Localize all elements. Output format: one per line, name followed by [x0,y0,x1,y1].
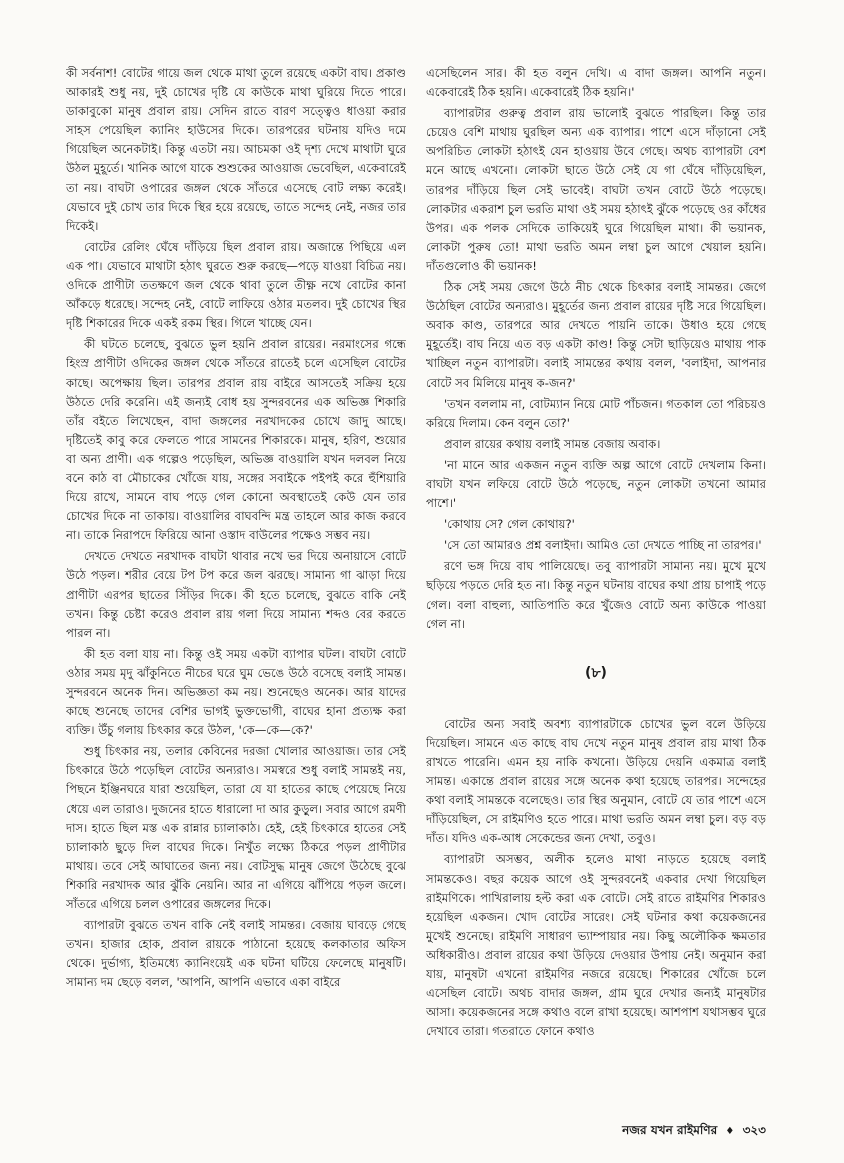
paragraph: এসেছিলেন সার। কী হত বলুন দেখি। এ বাদা জঙ্গল। আপনি নতুন। একেবারেই ঠিক হয়নি। একেবারেই ঠিক হয়নি।' [426,66,766,100]
paragraph: 'কোথায় সে? গেল কোথায়?' [444,517,575,532]
paragraph: 'তখন বললাম না, বোটম্যান নিয়ে মোট পাঁচজন। গতকাল তো পরিচয়ও করিয়ে দিলাম। কেন বলুন তো?' [426,396,766,430]
paragraph: 'না মানে আর একজন নতুন ব্যক্তি অল্প আগে বোটে দেখলাম কিনা। বাঘটা যখন লফিয়ে বোটে উঠে পড়েছে, নতুন লোকটা তখনো আমার পাশে।' [426,457,766,511]
paragraph: বোটের অন্য সবাই অবশ্য ব্যাপারটাকে চোখের ভুল বলে উড়িয়ে দিয়েছিল। সামনে এত কাছে বাঘ দেখে নতুন মানুষ প্রবাল রায় মাথা ঠিক রাখতে পারেনি। এমন হয় নাকি কখনো। উড়িয়ে দেয়নি একমাত্র বলাই সামন্ত। একান্তে প্রবাল রায়ের সঙ্গে অনেক কথা হয়েছে তারপর। সন্দেহের কথা বলাই সামন্তকে বলেছেও। তার স্থির অনুমান, বোটে যে তার পাশে এসে দাঁড়িয়েছিল, সে রাইমণিও হতে পারে। মাথা ভরতি অমন লম্বা চুল। বড় বড় দাঁত। যদিও এক-আধ সেকেন্ডের জন্য দেখা, তবুও। [426,716,766,846]
paragraph: বোটের রেলিং ঘেঁষে দাঁড়িয়ে ছিল প্রবাল রায়। অজান্তে পিছিয়ে এল এক পা। যেভাবে মাথাটা হঠাৎ ঘুরতে শুরু করছে—পড়ে যাওয়া বিচিত্র নয়। ওদিকে প্রাণীটা ততক্ষণে জল থেকে থাবা তুলে তীক্ষ্ণ নখে বোটের কানা আঁকড়ে ধরেছে। সন্দেহ নেই, বোটে লাফিয়ে ওঠার মতলব। দুই চোখের স্থির দৃষ্টি শিকারের দিকে একই রকম স্থির। গিলে খাচ্ছে যেন। [66,239,406,331]
paragraph: কী ঘটতে চলেছে, বুঝতে ভুল হয়নি প্রবাল রায়ের। নরমাংসের গন্ধে হিংস্র প্রাণীটা ওদিকের জঙ্গল থেকে সাঁতরে রাতেই চলে এসেছিল বোটের কাছে। অপেক্ষায় ছিল। তারপর প্রবাল রায় বাইরে আসতেই সক্রিয় হয়ে উঠতে দেরি করেনি। এই জন্যই বোধ হয় সুন্দরবনের এক অভিজ্ঞ শিকারি তাঁর বইতে লিখেছেন, বাদা জঙ্গলের নরখাদকের চোখে জাদু আছে। দৃষ্টিতেই কাবু করে ফেলতে পারে সামনের শিকারকে। মানুষ, হরিণ, শুয়োর বা অন্য প্রাণী। এক গল্পেও পড়েছিল, অভিজ্ঞ বাওয়ালি যখন দলবল নিয়ে বনে কাঠ বা মৌচাকের খোঁজে যায়, সঙ্গের সবাইকে পইপই করে হুঁশিয়ারি দিয়ে রাখে, সামনে বাঘ পড়ে গেল কোনো অবস্থাতেই কেউ যেন তার চোখের দিকে না তাকায়। বাওয়ালির বাঘবন্দি মন্ত্র তাহলে আর কাজ করবে না। তাকে নিরাপদে ফিরিয়ে আনা ওস্তাদ বাউলের পক্ষেও সম্ভব নয়। [66,337,406,543]
paragraph: ঠিক সেই সময় জেগে উঠে নীচ থেকে চিৎকার বলাই সামন্তর। জেগে উঠেছিল বোটের অন্যরাও। মুহূর্তের জন্য প্রবাল রায়ের দৃষ্টি সরে গিয়েছিল। অবাক কাণ্ড, তারপরে আর দেখতে পায়নি তাকে। উধাও হয়ে গেছে মুহূর্তেই। বাঘ নিয়ে এত বড় একটা কাণ্ড! কিন্তু সেটা ছাড়িয়েও মাথায় পাক খাচ্ছিল নতুন ব্যাপারটা। বলাই সামন্তের কথায় বলল, 'বলাইদা, আপনার বোটে সব মিলিয়ে মানুষ ক-জন?' [426,280,766,390]
paragraph: শুধু চিৎকার নয়, তলার কেবিনের দরজা খোলার আওয়াজ। তার সেই চিৎকারে উঠে পড়েছিল বোটের অন্যরাও। সমস্বরে শুধু বলাই সামন্তই নয়, পিছনে ইঞ্জিনঘরে যারা শুয়েছিল, তারা যে যা হাতের কাছে পেয়েছে নিয়ে ধেয়ে এল তারাও। দুজনের হাতে ধারালো দা আর কুড়ুল। সবার আগে রমণী দাস। হাতে ছিল মস্ত এক রান্নার চ্যালাকাঠ। হেই, হেই চিৎকারে হাতের সেই চ্যালাকাঠ ছুড়ে দিল বাঘের দিকে। নিখুঁত লক্ষ্যে ঠিকরে পড়ল প্রাণীটার মাথায়। তবে সেই আঘাতের জন্য নয়। বোটসুদ্ধ মানুষ জেগে উঠেছে বুঝে শিকারি নরখাদক আর ঝুঁকি নেয়নি। আর না এগিয়ে ঝাঁপিয়ে পড়ল জলে। সাঁতরে এগিয়ে চলল ওপারের জঙ্গলের দিকে। [66,744,406,912]
paragraph: প্রবাল রায়ের কথায় বলাই সামন্ত বেজায় অবাক। [444,436,661,451]
diamond-separator-icon: ♦ [725,1126,735,1137]
page-footer [622,1122,766,1142]
paragraph: কী সর্বনাশ! বোটের গায়ে জল থেকে মাথা তুলে রয়েছে একটা বাঘ। প্রকাণ্ড আকারই শুধু নয়, দুই চোখের দৃষ্টি যে কাউকে মাথা ঘুরিয়ে দিতে পারে। ডাকাবুকো মানুষ প্রবাল রায়। সেদিন রাতে বারণ সত্ত্বেও ধাওয়া করার সাহস পেয়েছিল ক্যানিং হাউসের দিকে। তারপরের ঘটনায় যদিও দমে গিয়েছিল অনেকটাই। কিন্তু এতটা নয়। আচমকা ওই দৃশ্য দেখে মাথাটা ঘুরে উঠল মুহূর্তে। খানিক আগে যাকে শুশুকের আওয়াজ ভেবেছিল, একেবারেই তা নয়। বাঘটা ওপারের জঙ্গল থেকে সাঁতরে এসেছে বোট লক্ষ্য করেই। যেভাবে দুই চোখ তার দিকে স্থির হয়ে রয়েছে, তাতে সন্দেহ নেই, নজর তার দিকেই। [66,66,406,233]
page-number: ৩২৩ [742,1123,766,1137]
paragraph: রণে ভঙ্গ দিয়ে বাঘ পালিয়েছে। তবু ব্যাপারটা সামান্য নয়। মুখে মুখে ছড়িয়ে পড়তে দেরি হত না। কিন্তু নতুন ঘটনায় বাঘের কথা প্রায় চাপাই পড়ে গেল। বলা বাহুল্য, আতিপাতি করে খুঁজেও বোটে অন্য কাউকে পাওয়া গেল না। [426,559,766,631]
paragraph: ব্যাপারটা অসম্ভব, অলীক হলেও মাথা নাড়তে হয়েছে বলাই সামন্তকেও। বছর কয়েক আগে ওই সুন্দরবনেই একবার দেখা গিয়েছিল রাইমণিকে। পাখিরালায় হল্ট করা এক বোটে। সেই রাতে রাইমণির শিকারও হয়েছিল একজন। খোদ বোটের সারেং। সেই ঘটনার কথা কয়েকজনের মুখেই শুনেছে। রাইমণি সাধারণ ভ্যাম্পায়ার নয়। কিছু অলৌকিক ক্ষমতার অধিকারীও। প্রবাল রায়ের কথা উড়িয়ে দেওয়ার উপায় নেই। অনুমান করা যায়, মানুষটা এখনো রাইমণির নজরে রয়েছে। শিকারের খোঁজে চলে এসেছিল বোটে। অথচ বাদার জঙ্গল, গ্রাম ঘুরে দেখার জন্যই মানুষটার আসা। কয়েকজনের সঙ্গে কথাও বলে রাখা হয়েছে। আশপাশ যথাসম্ভব ঘুরে দেখাবে তারা। গতরাতে ফোনে কথাও [426,852,766,1039]
right-column [426,64,766,1104]
paragraph: 'সে তো আমারও প্রশ্ন বলাইদা। আমিও তো দেখতে পাচ্ছি না তারপর।' [444,538,762,553]
section-number: (৮) [585,664,607,681]
paragraph: ব্যাপারটার গুরুত্ব প্রবাল রায় ভালোই বুঝতে পারছিল। কিন্তু তার চেয়েও বেশি মাথায় ঘুরছিল অন্য এক ব্যাপার। পাশে এসে দাঁড়ানো সেই অপরিচিত লোকটা হঠাৎই যেন হাওয়ায় উবে গেছে। অথচ ব্যাপারটা বেশ মনে আছে এখনো। লোকটা ছাতে উঠে সেই যে গা ঘেঁষে দাঁড়িয়েছিল, তারপর দাঁড়িয়ে ছিল সেই ভাবেই। বাঘটা তখন বোটে উঠে পড়েছে। লোকটার একরাশ চুল ভরতি মাথা ওই সময় হঠাৎই ঝুঁকে পড়েছে ওর কাঁধের উপর। এক পলক সেদিকে তাকিয়েই ঘুরে গিয়েছিল মাথা। কী ভয়ানক, লোকটা পুরুষ তো! মাথা ভরতি অমন লম্বা চুল আগে খেয়াল হয়নি। দাঁতগুলোও কী ভয়ানক! [426,106,766,273]
left-column [66,64,406,1104]
paragraph: দেখতে দেখতে নরখাদক বাঘটা থাবার নখে ভর দিয়ে অনায়াসে বোটে উঠে পড়ল। শরীর বেয়ে টপ টপ করে জল ঝরছে। সামান্য গা ঝাড়া দিয়ে প্রাণীটা এরপর ছাতের সিঁড়ির দিকে। কী হতে চলেছে, বুঝতে বাকি নেই তখন। কিন্তু চেষ্টা করেও প্রবাল রায় গলা দিয়ে সামান্য শব্দও বের করতে পারল না। [66,549,406,640]
paragraph: কী হত বলা যায় না। কিন্তু ওই সময় একটা ব্যাপার ঘটল। বাঘটা বোটে ওঠার সময় মৃদু ঝাঁকুনিতে নীচের ঘরে ঘুম ভেঙে উঠে বসেছে বলাই সামন্ত। সুন্দরবনে অনেক দিন। অভিজ্ঞতা কম নয়। শুনেছেও অনেক। আর যাদের কাছে শুনেছে তাদের বেশির ভাগই ভুক্তভোগী, বাঘের হানা প্রত্যক্ষ করা ব্যক্তি। উঁচু গলায় চিৎকার করে উঠল, 'কে—কে—কে?' [66,646,406,738]
paragraph: ব্যাপারটা বুঝতে তখন বাকি নেই বলাই সামন্তর। বেজায় ঘাবড়ে গেছে তখন। হাজার হোক, প্রবাল রায়কে পাঠানো হয়েছে কলকাতার অফিস থেকে। দুর্ভাগ্য, ইতিমধ্যে ক্যানিংয়েই এক ঘটনা ঘটিয়ে ফেলেছে মানুষটি। সামান্য দম ছেড়ে বলল, 'আপনি, আপনি এভাবে একা বাইরে [66,918,406,990]
running-title: নজর যখন রাইমণির [622,1123,718,1137]
